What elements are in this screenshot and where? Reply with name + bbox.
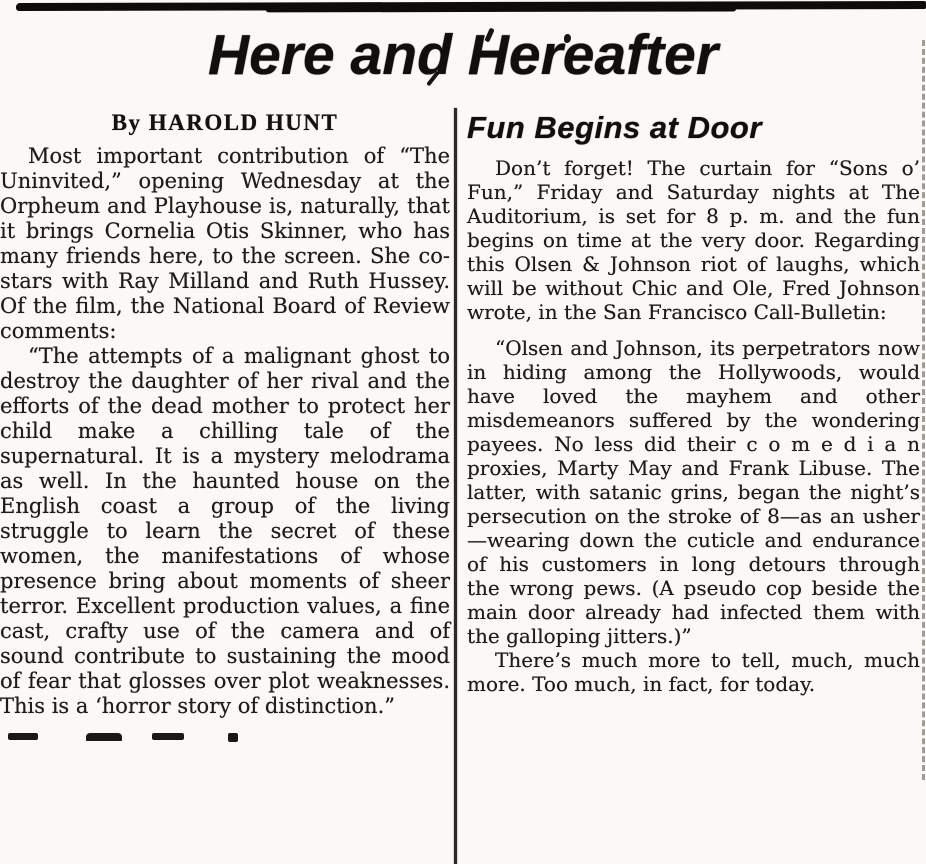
- cutoff-text-fragment: [86, 733, 122, 741]
- left-column: [0, 108, 450, 864]
- section-heading: Fun Begins at Door: [467, 110, 762, 145]
- cutoff-text-fragment: [8, 733, 38, 740]
- byline: By HAROLD HUNT: [111, 110, 339, 135]
- article-paragraph: Don’t forget! The curtain for “Sons o’ Fun,” Friday and Saturday nights at The Auditorium, is set for 8 p. m. and the fun begins on time at the very door. Regarding this Olsen & Johnson riot of laughs, which will be without Chic and Ole, Fred Johnson wrote, in the San Francisco Call-Bulletin:: [467, 156, 920, 324]
- article-paragraph: There’s much more to tell, much, much more. Too much, in fact, for today.: [467, 648, 920, 696]
- article-paragraph: “The attempts of a malignant ghost to destroy the daughter of her rival and the efforts of the dead mother to protect her child make a chilling tale of the supernatural. It is a mystery melodrama as well. In the haunted house on the English coast a group of the living struggle to learn the secret of these women, the manifestations of whose presence bring about moments of sheer terror. Excellent production values, a fine cast, crafty use of the camera and of sound contribute to sustaining the mood of fear that glosses over plot weaknesses. This is a ‘horror story of distinction.”: [0, 344, 450, 718]
- article-columns: [0, 108, 926, 864]
- cutoff-text-fragment: [228, 733, 238, 742]
- article-headline: Here and Hereafter: [207, 23, 719, 87]
- right-edge-torn-rule: [922, 40, 925, 780]
- right-column: [457, 108, 926, 864]
- cutoff-text-fragment: [152, 733, 184, 740]
- cutoff-next-line-strip: [0, 727, 450, 743]
- article-paragraph: “Olsen and Johnson, its perpetrators now in hiding among the Hollywoods, would have loved the mayhem and other misdemeanors suffered by the wondering payees. No less did their c o m e d i a n proxies, Marty May and Frank Libuse. The latter, with satanic grins, began the night’s persecution on the stroke of 8—as an usher—wearing down the cuticle and endurance of his customers in long detours through the wrong pews. (A pseudo cop beside the main door already had infected them with the galloping jitters.)”: [467, 336, 920, 648]
- article-paragraph: Most important contribution of “The Uninvited,” opening Wednesday at the Orpheum and Playhouse is, naturally, that it brings Cornelia Otis Skinner, who has many friends here, to the screen. She co-stars with Ray Milland and Ruth Hussey. Of the film, the National Board of Review comments:: [0, 144, 450, 343]
- top-border-rule: [16, 1, 926, 11]
